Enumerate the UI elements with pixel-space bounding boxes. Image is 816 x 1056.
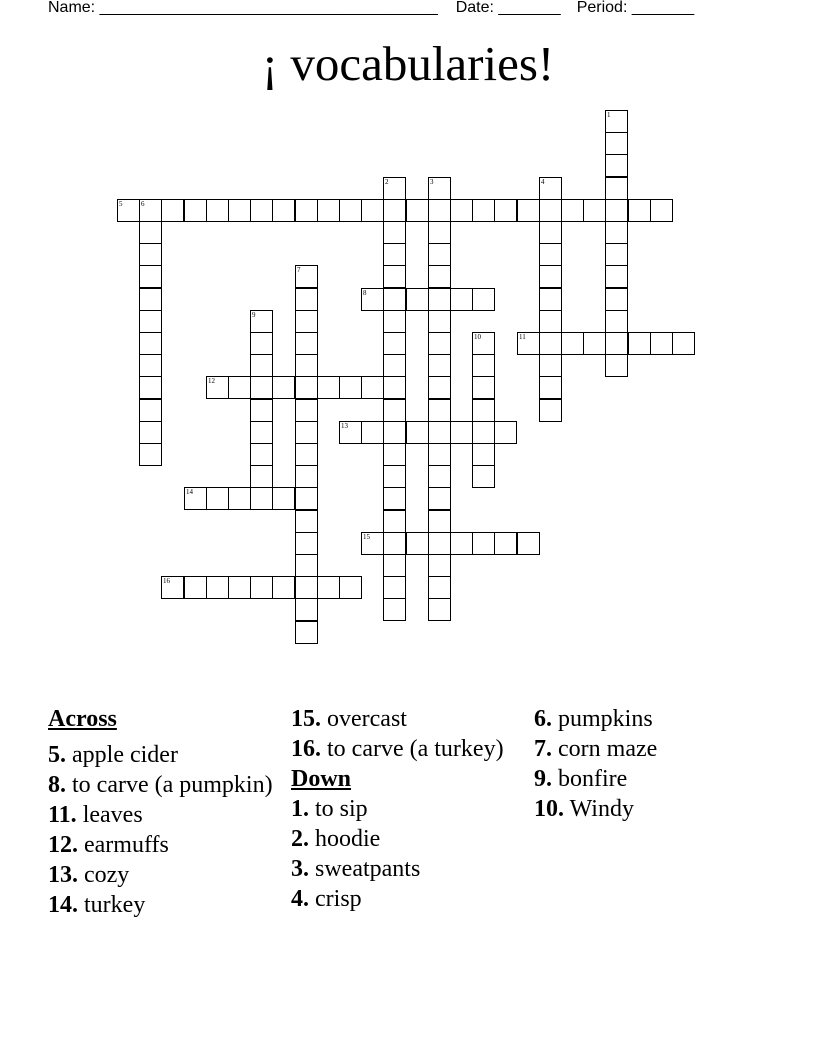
- crossword-cell[interactable]: [472, 199, 495, 222]
- crossword-cell[interactable]: [250, 465, 273, 488]
- crossword-cell[interactable]: [650, 199, 673, 222]
- date-field-label: Date: _______: [455, 0, 561, 16]
- crossword-cell[interactable]: [605, 332, 628, 355]
- across-heading: Across: [48, 706, 117, 732]
- clue-across-12: 12. earmuffs: [48, 832, 169, 858]
- crossword-cell[interactable]: [650, 332, 673, 355]
- crossword-cell[interactable]: [250, 487, 273, 510]
- clue-number-label: 1: [607, 111, 611, 119]
- crossword-cell[interactable]: [361, 376, 384, 399]
- clue-down-4: 4. crisp: [291, 886, 362, 912]
- crossword-cell[interactable]: [383, 376, 406, 399]
- crossword-cell[interactable]: [428, 354, 451, 377]
- clue-across-14: 14. turkey: [48, 892, 146, 918]
- crossword-cell[interactable]: [228, 376, 251, 399]
- clue-down-9: 9. bonfire: [534, 766, 628, 792]
- crossword-cell[interactable]: [383, 421, 406, 444]
- crossword-cell[interactable]: [295, 310, 318, 333]
- clue-number-label: 13: [341, 422, 348, 430]
- crossword-cell[interactable]: [250, 421, 273, 444]
- crossword-cell[interactable]: [295, 487, 318, 510]
- crossword-cell[interactable]: [295, 421, 318, 444]
- crossword-cell[interactable]: [250, 576, 273, 599]
- crossword-cell[interactable]: [605, 354, 628, 377]
- crossword-cell[interactable]: [406, 421, 429, 444]
- crossword-cell[interactable]: [383, 532, 406, 555]
- crossword-cell[interactable]: [339, 421, 362, 444]
- crossword-cell[interactable]: [605, 132, 628, 155]
- crossword-cell[interactable]: [361, 288, 384, 311]
- crossword-cell[interactable]: [317, 199, 340, 222]
- crossword-cell[interactable]: [472, 332, 495, 355]
- crossword-cell[interactable]: [139, 221, 162, 244]
- crossword-cell[interactable]: [472, 376, 495, 399]
- crossword-cell[interactable]: [450, 199, 473, 222]
- crossword-cell[interactable]: [605, 177, 628, 200]
- crossword-cell[interactable]: [472, 288, 495, 311]
- crossword-cell[interactable]: [539, 243, 562, 266]
- crossword-cell[interactable]: [539, 310, 562, 333]
- page-title: ¡ vocabularies!: [261, 36, 555, 91]
- clue-across-5: 5. apple cider: [48, 742, 178, 768]
- crossword-cell[interactable]: [295, 465, 318, 488]
- crossword-cell[interactable]: [428, 310, 451, 333]
- crossword-cell[interactable]: [383, 199, 406, 222]
- crossword-cell[interactable]: [428, 177, 451, 200]
- crossword-cell[interactable]: [494, 532, 517, 555]
- crossword-cell[interactable]: [272, 576, 295, 599]
- crossword-cell[interactable]: [161, 199, 184, 222]
- crossword-cell[interactable]: [428, 265, 451, 288]
- clue-column-3: [534, 704, 774, 824]
- crossword-cell[interactable]: [428, 576, 451, 599]
- clue-number-label: 15: [363, 533, 370, 541]
- crossword-cell[interactable]: [628, 332, 651, 355]
- crossword-cell[interactable]: [295, 354, 318, 377]
- crossword-cell[interactable]: [517, 532, 540, 555]
- crossword-cell[interactable]: [383, 465, 406, 488]
- crossword-cell[interactable]: [139, 354, 162, 377]
- crossword-cell[interactable]: [428, 598, 451, 621]
- crossword-cell[interactable]: [428, 399, 451, 422]
- crossword-cell[interactable]: [472, 532, 495, 555]
- crossword-cell[interactable]: [161, 576, 184, 599]
- clue-number-label: 5: [119, 200, 123, 208]
- clue-number-label: 10: [474, 333, 481, 341]
- crossword-cell[interactable]: [295, 399, 318, 422]
- clue-number-label: 7: [297, 266, 301, 274]
- crossword-cell[interactable]: [295, 598, 318, 621]
- crossword-cell[interactable]: [228, 199, 251, 222]
- crossword-cell[interactable]: [250, 199, 273, 222]
- crossword-cell[interactable]: [250, 443, 273, 466]
- crossword-cell[interactable]: [539, 376, 562, 399]
- clue-down-2: 2. hoodie: [291, 826, 381, 852]
- crossword-cell[interactable]: [539, 199, 562, 222]
- crossword-cell[interactable]: [206, 576, 229, 599]
- crossword-cell[interactable]: [472, 465, 495, 488]
- crossword-cell[interactable]: [295, 532, 318, 555]
- crossword-cell[interactable]: [295, 265, 318, 288]
- crossword-cell[interactable]: [250, 376, 273, 399]
- crossword-cell[interactable]: [605, 288, 628, 311]
- crossword-cell[interactable]: [383, 243, 406, 266]
- crossword-cell[interactable]: [206, 487, 229, 510]
- crossword-cell[interactable]: [539, 354, 562, 377]
- crossword-cell[interactable]: [383, 221, 406, 244]
- crossword-cell[interactable]: [450, 532, 473, 555]
- crossword-cell[interactable]: [184, 199, 207, 222]
- crossword-cell[interactable]: [494, 421, 517, 444]
- crossword-cell[interactable]: [383, 265, 406, 288]
- crossword-cell[interactable]: [428, 554, 451, 577]
- crossword-cell[interactable]: [250, 399, 273, 422]
- crossword-cell[interactable]: [295, 443, 318, 466]
- crossword-cell[interactable]: [295, 554, 318, 577]
- crossword-cell[interactable]: [406, 288, 429, 311]
- crossword-cell[interactable]: [361, 421, 384, 444]
- crossword-cell[interactable]: [295, 576, 318, 599]
- clue-number-label: 11: [519, 333, 526, 341]
- clue-number-label: 4: [541, 178, 545, 186]
- crossword-cell[interactable]: [250, 332, 273, 355]
- period-field-label: Period: _______: [576, 0, 695, 16]
- crossword-cell[interactable]: [339, 376, 362, 399]
- crossword-cell[interactable]: [517, 199, 540, 222]
- crossword-cell[interactable]: [339, 199, 362, 222]
- clue-across-15: 15. overcast: [291, 706, 407, 732]
- crossword-cell[interactable]: [428, 288, 451, 311]
- crossword-cell[interactable]: [472, 421, 495, 444]
- crossword-cell[interactable]: [295, 621, 318, 644]
- crossword-cell[interactable]: [139, 421, 162, 444]
- clue-number-label: 2: [385, 178, 389, 186]
- clue-across-13: 13. cozy: [48, 862, 130, 888]
- crossword-cell[interactable]: [139, 288, 162, 311]
- crossword-cell[interactable]: [583, 199, 606, 222]
- crossword-cell[interactable]: [428, 465, 451, 488]
- crossword-cell[interactable]: [383, 354, 406, 377]
- crossword-cell[interactable]: [539, 288, 562, 311]
- crossword-cell[interactable]: [361, 532, 384, 555]
- down-heading: Down: [291, 766, 352, 792]
- crossword-cell[interactable]: [605, 265, 628, 288]
- crossword-cell[interactable]: [139, 265, 162, 288]
- crossword-cell[interactable]: [383, 177, 406, 200]
- crossword-cell[interactable]: [450, 288, 473, 311]
- clue-number-label: 6: [141, 200, 145, 208]
- crossword-cell[interactable]: [184, 576, 207, 599]
- crossword-cell[interactable]: [428, 199, 451, 222]
- crossword-cell[interactable]: [605, 199, 628, 222]
- crossword-cell[interactable]: [672, 332, 695, 355]
- crossword-cell[interactable]: [339, 576, 362, 599]
- crossword-cell[interactable]: [428, 487, 451, 510]
- crossword-cell[interactable]: [428, 332, 451, 355]
- clue-across-16: 16. to carve (a turkey): [291, 736, 504, 762]
- crossword-cell[interactable]: [539, 221, 562, 244]
- crossword-cell[interactable]: [450, 421, 473, 444]
- crossword-cell[interactable]: [139, 399, 162, 422]
- crossword-cell[interactable]: [139, 376, 162, 399]
- crossword-cell[interactable]: [139, 243, 162, 266]
- crossword-cell[interactable]: [383, 576, 406, 599]
- crossword-cell[interactable]: [228, 487, 251, 510]
- crossword-cell[interactable]: [272, 376, 295, 399]
- crossword-cell[interactable]: [383, 332, 406, 355]
- crossword-cell[interactable]: [272, 487, 295, 510]
- crossword-cell[interactable]: [317, 376, 340, 399]
- crossword-cell[interactable]: [383, 399, 406, 422]
- crossword-cell[interactable]: [628, 199, 651, 222]
- clue-across-8: 8. to carve (a pumpkin): [48, 772, 273, 798]
- clue-number-label: 12: [208, 377, 215, 385]
- crossword-cell[interactable]: [539, 332, 562, 355]
- clue-column-1: [48, 704, 288, 920]
- crossword-cell[interactable]: [383, 598, 406, 621]
- crossword-cell[interactable]: [472, 399, 495, 422]
- crossword-cell[interactable]: [383, 443, 406, 466]
- crossword-cell[interactable]: [583, 332, 606, 355]
- crossword-cell[interactable]: [383, 510, 406, 533]
- clue-number-label: 8: [363, 289, 367, 297]
- crossword-cell[interactable]: [428, 510, 451, 533]
- crossword-cell[interactable]: [428, 532, 451, 555]
- crossword-cell[interactable]: [472, 443, 495, 466]
- name-field-label: Name: ______________________________________: [48, 0, 438, 16]
- crossword-cell[interactable]: [295, 199, 318, 222]
- crossword-cell[interactable]: [539, 177, 562, 200]
- crossword-cell[interactable]: [472, 354, 495, 377]
- crossword-cell[interactable]: [295, 376, 318, 399]
- clue-number-label: 9: [252, 311, 256, 319]
- crossword-cell[interactable]: [428, 221, 451, 244]
- crossword-cell[interactable]: [383, 288, 406, 311]
- crossword-cell[interactable]: [605, 243, 628, 266]
- crossword-cell[interactable]: [295, 288, 318, 311]
- crossword-cell[interactable]: [383, 487, 406, 510]
- crossword-cell[interactable]: [539, 399, 562, 422]
- crossword-cell[interactable]: [561, 199, 584, 222]
- crossword-cell[interactable]: [206, 199, 229, 222]
- crossword-cell[interactable]: [406, 532, 429, 555]
- crossword-cell[interactable]: [295, 332, 318, 355]
- clue-down-6: 6. pumpkins: [534, 706, 653, 732]
- clue-down-10: 10. Windy: [534, 796, 634, 822]
- crossword-cell[interactable]: [539, 265, 562, 288]
- crossword-cell[interactable]: [250, 310, 273, 333]
- clue-down-7: 7. corn maze: [534, 736, 658, 762]
- crossword-cell[interactable]: [250, 354, 273, 377]
- crossword-cell[interactable]: [139, 332, 162, 355]
- crossword-cell[interactable]: [428, 243, 451, 266]
- crossword-cell[interactable]: [228, 576, 251, 599]
- crossword-cell[interactable]: [383, 310, 406, 333]
- crossword-cell[interactable]: [605, 110, 628, 133]
- crossword-cell[interactable]: [139, 310, 162, 333]
- clue-number-label: 14: [186, 488, 193, 496]
- crossword-cell[interactable]: [383, 554, 406, 577]
- clue-down-1: 1. to sip: [291, 796, 368, 822]
- crossword-cell[interactable]: [139, 443, 162, 466]
- crossword-cell[interactable]: [295, 510, 318, 533]
- clue-down-3: 3. sweatpants: [291, 856, 421, 882]
- crossword-cell[interactable]: [139, 199, 162, 222]
- crossword-cell[interactable]: [361, 199, 384, 222]
- crossword-cell[interactable]: [206, 376, 229, 399]
- crossword-cell[interactable]: [428, 443, 451, 466]
- clue-column-2: [291, 704, 531, 914]
- crossword-cell[interactable]: [605, 154, 628, 177]
- clue-number-label: 3: [430, 178, 434, 186]
- crossword-cell[interactable]: [494, 199, 517, 222]
- crossword-cell[interactable]: [117, 199, 140, 222]
- crossword-cell[interactable]: [561, 332, 584, 355]
- crossword-cell[interactable]: [428, 376, 451, 399]
- crossword-cell[interactable]: [184, 487, 207, 510]
- crossword-cell[interactable]: [406, 199, 429, 222]
- crossword-cell[interactable]: [605, 221, 628, 244]
- crossword-cell[interactable]: [317, 576, 340, 599]
- crossword-cell[interactable]: [517, 332, 540, 355]
- crossword-cell[interactable]: [428, 421, 451, 444]
- crossword-cell[interactable]: [272, 199, 295, 222]
- clue-number-label: 16: [163, 577, 170, 585]
- clue-across-11: 11. leaves: [48, 802, 143, 828]
- crossword-cell[interactable]: [605, 310, 628, 333]
